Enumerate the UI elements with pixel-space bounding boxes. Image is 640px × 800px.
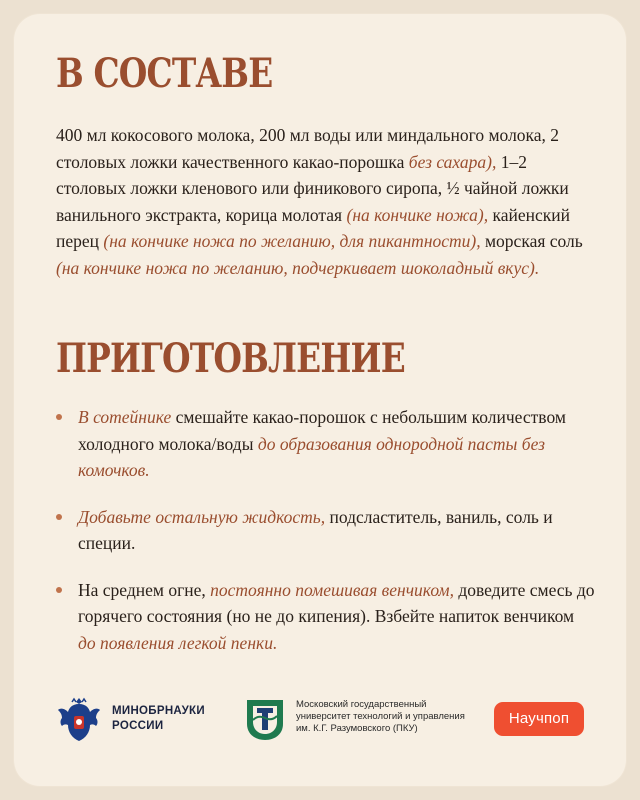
ministry-name — [112, 704, 205, 734]
step-text: смешайте какао-порошок с небольшим количеством холодного молока/воды — [78, 407, 566, 454]
bullet-icon — [56, 514, 62, 520]
step-text: подсластитель, ваниль, соль и специи. — [78, 506, 553, 553]
step-emphasis: до появления легкой пенки. — [78, 632, 278, 653]
step-emphasis: Добавьте остальную жидкость, — [78, 506, 326, 527]
ingredients-text-part: 1–2 столовых ложки кленового или финикового сиропа, ½ чайной ложки ванильного экстракта, корица молотая — [56, 151, 569, 225]
step-emphasis: до образования однородной пасты без комочков. — [78, 433, 545, 480]
ministry-line: МИНОБРНАУКИ — [112, 705, 205, 717]
bullet-icon — [56, 414, 62, 420]
step-item — [56, 404, 596, 484]
ingredients-note: (на кончике ножа), — [346, 204, 489, 225]
footer — [0, 690, 640, 750]
ingredients-text-part: 400 мл кокосового молока, 200 мл воды или миндального молока, 2 столовых ложки качественного какао-порошка — [56, 125, 560, 172]
bullet-icon — [56, 587, 62, 593]
step-emphasis: В сотейнике — [78, 407, 172, 427]
university-logo-icon — [243, 694, 287, 742]
university-line: Московский государственный — [296, 699, 427, 710]
step-text: доведите смесь до горячего состояния (но не до кипения). Взбейте напиток венчиком — [78, 579, 595, 626]
ingredients-note: (на кончике ножа по желанию, для пикантности), — [103, 231, 481, 251]
university-line: университет технологий и управления — [296, 711, 465, 722]
ingredients-text — [56, 122, 586, 281]
ingredients-note: (на кончике ножа по желанию, подчеркивает шоколадный вкус). — [56, 257, 540, 278]
step-item — [56, 577, 596, 657]
nauchpop-badge: Научпоп — [494, 702, 584, 736]
preparation-steps — [56, 404, 596, 676]
preparation-heading: ПРИГОТОВЛЕНИЕ — [56, 335, 405, 382]
step-emphasis: постоянно помешивая венчиком, — [210, 579, 454, 600]
ingredients-text-part: морская соль — [480, 231, 583, 251]
ingredients-heading: В СОСТАВЕ — [56, 50, 273, 97]
ingredients-text-part: кайенский перец — [56, 204, 570, 251]
step-item — [56, 504, 596, 557]
coat-of-arms-icon — [56, 694, 102, 744]
ministry-line: РОССИИ — [112, 720, 164, 732]
step-text: На среднем огне, — [78, 579, 211, 600]
ingredients-note: без сахара), — [408, 151, 497, 172]
university-name — [296, 699, 486, 735]
university-line: им. К.Г. Разумовского (ПКУ) — [296, 723, 418, 734]
